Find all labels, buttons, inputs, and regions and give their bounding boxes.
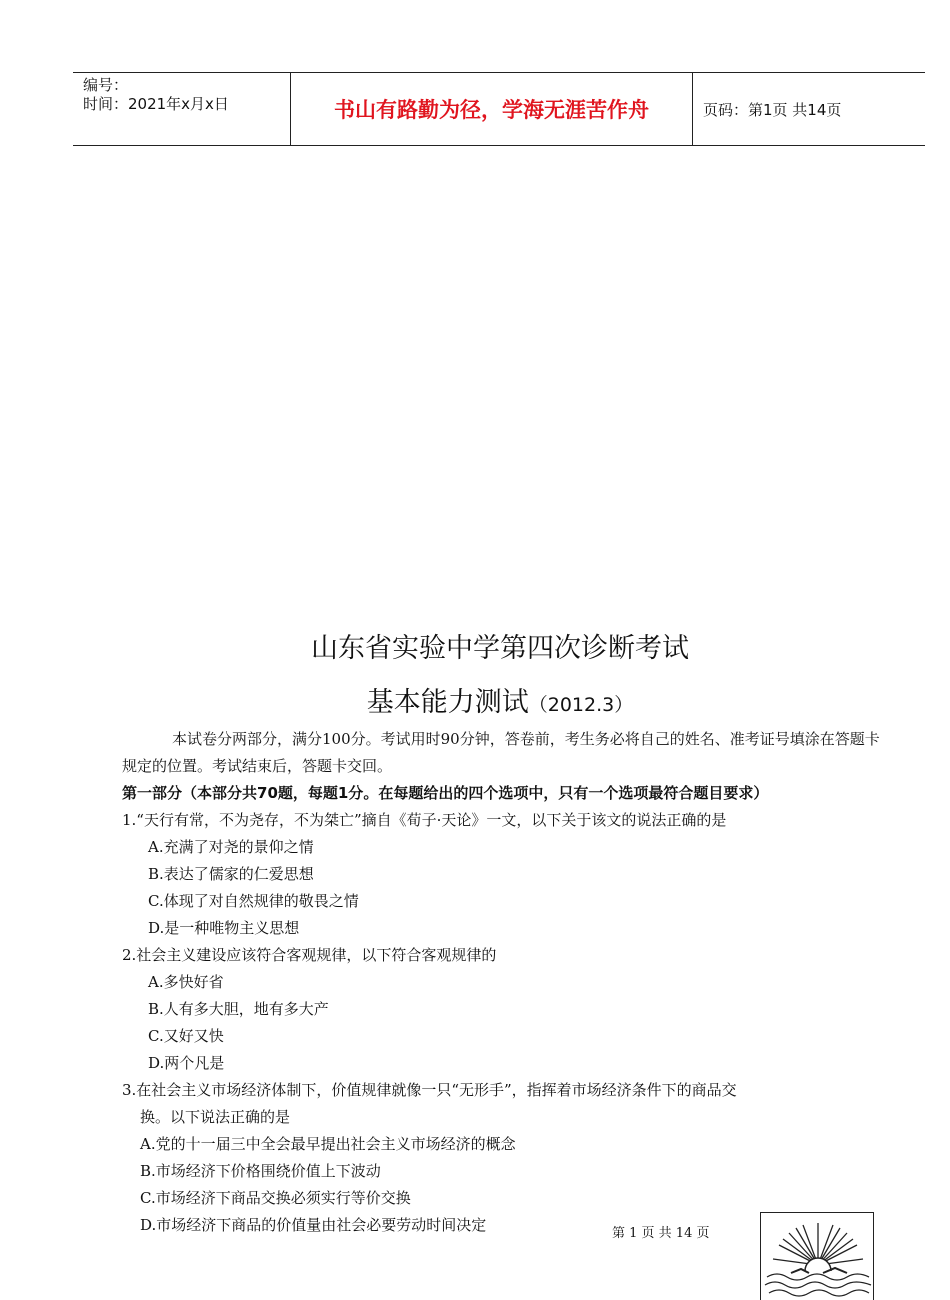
intro-paragraph: 本试卷分两部分，满分100分。考试用时90分钟，答卷前，考生务必将自己的姓名、准考证号填涂在答题卡规定的位置。考试结束后，答题卡交回。	[122, 730, 880, 775]
q1-option-d[interactable]: D.是一种唯物主义思想	[148, 919, 300, 937]
question-2-stem: 2.社会主义建设应该符合客观规律，以下符合客观规律的	[122, 946, 497, 964]
subtitle-main: 基本能力测试	[366, 687, 529, 718]
q3-option-d[interactable]: D.市场经济下商品的价值量由社会必要劳动时间决定	[140, 1216, 487, 1234]
q3-option-a[interactable]: A.党的十一届三中全会最早提出社会主义市场经济的概念	[140, 1135, 516, 1153]
exam-subtitle	[0, 680, 950, 719]
header-table	[73, 72, 925, 146]
part1-heading: 第一部分（本部分共70题，每题1分。在每题给出的四个选项中，只有一个选项最符合题目要求）	[122, 784, 769, 802]
q1-option-a[interactable]: A.充满了对尧的景仰之情	[148, 838, 314, 856]
q2-option-c[interactable]: C.又好又快	[148, 1027, 224, 1045]
header-meta	[73, 73, 291, 145]
q1-option-b[interactable]: B.表达了儒家的仁爱思想	[148, 865, 314, 883]
question-1-options	[122, 834, 880, 942]
q2-option-d[interactable]: D.两个凡是	[148, 1054, 225, 1072]
time-label: 时间：2021年x月x日	[83, 95, 229, 113]
subtitle-date: （2012.3）	[528, 694, 634, 716]
sunrise-over-sea-icon	[760, 1212, 874, 1300]
q2-option-a[interactable]: A.多快好省	[148, 973, 224, 991]
exam-body	[122, 726, 880, 1239]
question-3-stem-cont: 换。以下说法正确的是	[140, 1108, 291, 1126]
footer-page-number: 第 1 页 共 14 页	[612, 1226, 710, 1241]
q2-option-b[interactable]: B.人有多大胆，地有多大产	[148, 1000, 329, 1018]
question-1-stem: 1.“天行有常，不为尧存，不为桀亡”摘自《荀子·天论》一文，以下关于该文的说法正确的是	[122, 811, 727, 829]
motto-text: 书山有路勤为径，学海无涯苦作舟	[334, 98, 649, 122]
motto	[291, 73, 693, 145]
number-label: 编号：	[83, 76, 129, 94]
question-3-stem: 3.在社会主义市场经济体制下，价值规律就像一只“无形手”，指挥着市场经济条件下的商品交	[122, 1081, 737, 1099]
page-label: 页码：第1页 共14页	[703, 100, 842, 119]
q3-option-b[interactable]: B.市场经济下价格围绕价值上下波动	[140, 1162, 381, 1180]
question-2-options	[122, 969, 880, 1077]
q1-option-c[interactable]: C.体现了对自然规律的敬畏之情	[148, 892, 359, 910]
q3-option-c[interactable]: C.市场经济下商品交换必须实行等价交换	[140, 1189, 411, 1207]
exam-title: 山东省实验中学第四次诊断考试	[311, 633, 689, 664]
